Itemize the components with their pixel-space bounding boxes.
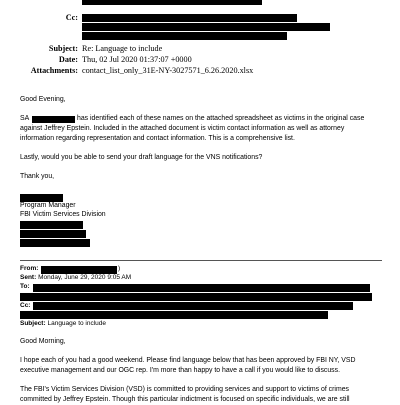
redacted-cc-line-3 (82, 32, 287, 40)
subject-value: Re: Language to include (82, 44, 163, 53)
fwd-p2-line2: committed by Jeffrey Epstein. Though this particular indictment is focused on specific individuals, we are still (20, 396, 350, 403)
fwd-greeting: Good Morning, (20, 338, 66, 345)
date-row (0, 55, 400, 65)
quoted-message-divider (20, 260, 382, 261)
redacted-signature-line-1 (20, 221, 83, 229)
sent-value: Monday, June 29, 2020 9:05 AM (38, 274, 132, 281)
subject-label: Subject: (48, 44, 78, 53)
redacted-agent-name (32, 116, 75, 123)
body-p2: Lastly, would you be able to send your draft language for the VNS notifications? (20, 154, 263, 161)
attachments-row (0, 66, 400, 76)
from-label: From: (20, 265, 39, 272)
redacted-fwd-cc-line-1 (33, 302, 353, 310)
greeting: Good Evening, (20, 96, 66, 103)
sent-label: Sent: (20, 274, 37, 281)
fwd-subject-value: Language to include (47, 320, 107, 327)
redacted-cc-line-2 (82, 23, 330, 31)
redacted-signature-line-3 (20, 239, 90, 247)
body-p1-line2: against Jeffrey Epstein. Included in the attached document is victim contact information as well as attorney (20, 125, 345, 132)
redacted-signature-line-2 (20, 230, 86, 238)
date-value: Thu, 02 Jul 2020 01:37:07 +0000 (82, 55, 192, 64)
signature-division: FBI Victim Services Division (20, 211, 106, 218)
fwd-subject-label: Subject: (20, 320, 46, 327)
fwd-p1-line2: executive management and our OGC rep. I'm more than happy to have a call if you would like to discuss. (20, 367, 340, 374)
attachment-filename[interactable]: contact_list_only_31E-NY-3027571_6.26.2020.xlsx (82, 66, 254, 75)
to-label: To: (20, 283, 30, 290)
date-label: Date: (58, 55, 78, 64)
redacted-fwd-cc-line-2 (20, 311, 328, 319)
body-p1-line1: has identified each of these names on the attached spreadsheet as victims in the original case (77, 115, 365, 122)
cc-label: Cc: (65, 13, 78, 22)
fwd-p2-line1: The FBI's Victim Services Division (VSD) is committed to providing services and support to victims of crimes (20, 386, 349, 393)
signature-title: Program Manager (20, 202, 76, 209)
redacted-to-line-2 (20, 293, 372, 301)
attachments-label: Attachments: (30, 66, 78, 75)
from-close-paren: ) (118, 265, 121, 272)
fwd-subject-row (20, 319, 390, 329)
body-p1-line3: information regarding representation and contact information. This is a comprehensive list. (20, 135, 295, 142)
redacted-to-line (82, 0, 262, 5)
redacted-to-line-1 (33, 284, 370, 292)
body-p1-prefix: SA (20, 115, 30, 122)
fwd-cc-label: Cc: (20, 302, 31, 309)
sign-off: Thank you, (20, 173, 55, 180)
subject-row (0, 44, 400, 54)
redacted-cc-line-1 (82, 14, 297, 22)
fwd-p1-line1: I hope each of you had a good weekend. Please find language below that has been approved by FBI NY, VSD (20, 357, 356, 364)
